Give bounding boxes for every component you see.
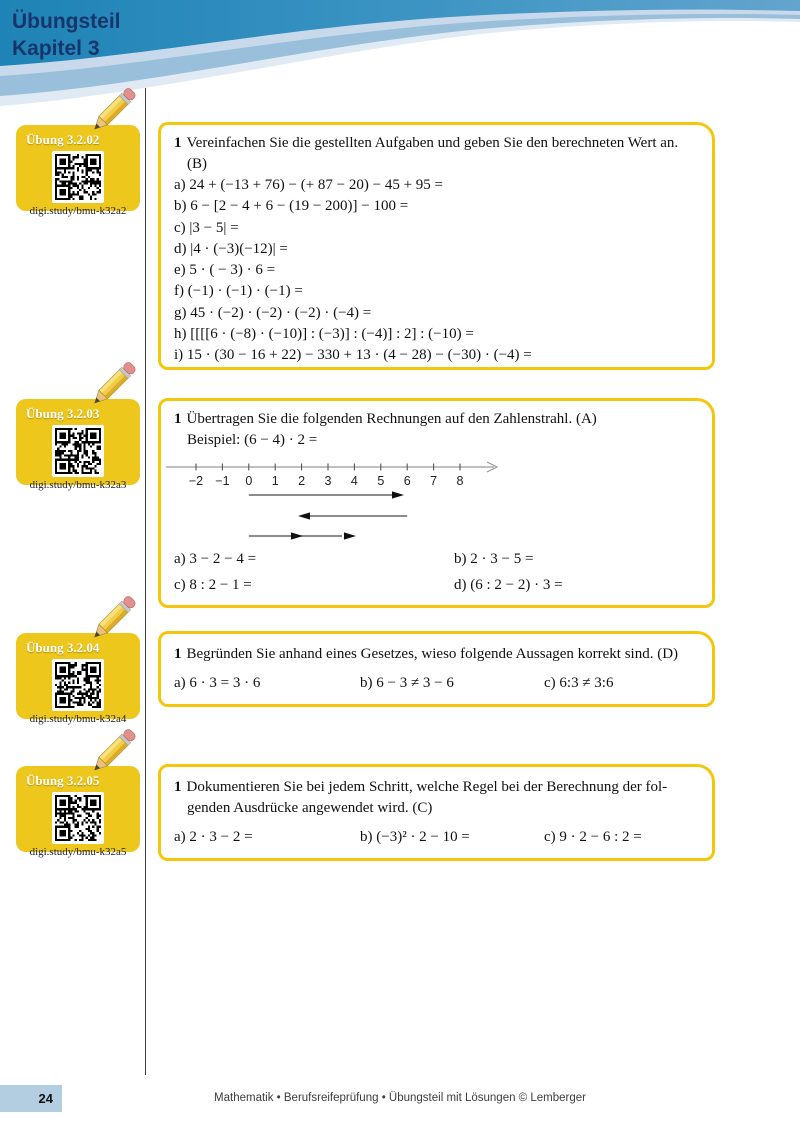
qr-card-3-2-04: [16, 633, 140, 725]
footer-credit: Mathematik • Berufsreifeprüfung • Übungsteil mit Lösungen © Lemberger: [214, 1092, 586, 1104]
qr-code: [52, 151, 104, 203]
exercise-item: c) 6:3 ≠ 3:6: [544, 675, 614, 691]
qr-card-3-2-03: [16, 399, 140, 491]
exercise-items: [174, 673, 700, 694]
exercise-items: [174, 827, 700, 848]
exercise-item: g) 45 · (−2) · (−2) · (−2) · (−4) =: [174, 304, 372, 321]
page-number: 24: [38, 1091, 53, 1106]
qr-url-label: digi.study/bmu-k32a2: [29, 205, 127, 217]
tick-label: 3: [324, 474, 332, 488]
qr-card-3-2-05: [16, 766, 140, 858]
exercise-item: b) 2 · 3 − 5 =: [454, 551, 534, 567]
competency-tag: (B): [187, 156, 207, 172]
exercise-item: c) 8 : 2 − 1 =: [174, 577, 252, 593]
example-arrow-plus-6: [249, 491, 404, 498]
exercise-prompt: 1 Begründen Sie anhand eines Gesetzes, wieso folgende Aussagen korrekt sind. (D): [174, 646, 679, 662]
qr-code: [52, 659, 104, 711]
qr-card-3-2-02: [16, 125, 140, 217]
exercise-code-label: Übung 3.2.04: [26, 640, 100, 655]
exercise-number: 1: [174, 646, 182, 662]
exercise-item: b) (−3)² · 2 − 10 =: [360, 829, 470, 845]
exercise-item: b) 6 − [2 − 4 + 6 − (19 − 200)] − 100 =: [174, 198, 409, 215]
page-title-line2: Kapitel 3: [12, 37, 100, 60]
example-label: Beispiel: (6 − 4) · 2 =: [187, 432, 318, 448]
tick-label: 2: [298, 474, 306, 488]
exercise-item: b) 6 − 3 ≠ 3 − 6: [360, 675, 454, 691]
exercise-item: a) 3 − 2 − 4 =: [174, 551, 257, 567]
example-arrow-times-2: [249, 532, 356, 539]
column-divider: [145, 88, 146, 1075]
exercise-code-label: Übung 3.2.05: [26, 773, 100, 788]
exercise-code-label: Übung 3.2.03: [26, 406, 100, 421]
tick-label: 8: [456, 474, 464, 488]
tick-label: 7: [430, 474, 438, 488]
exercise-item: h) [[[[6 · (−8) · (−10)] : (−3)] : (−4)] : 2] : (−10) =: [174, 326, 474, 343]
tick-label: 6: [403, 474, 411, 488]
exercise-item: f) (−1) · (−1) · (−1) =: [174, 283, 303, 300]
exercise-item: i) 15 · (30 − 16 + 22) − 330 + 13 · (4 − 28) − (−30) · (−4) =: [174, 347, 532, 364]
exercise-prompt: 1 Dokumentieren Sie bei jedem Schritt, welche Regel bei der Berechnung der fol-: [174, 779, 668, 795]
exercise-box-3-2-03: [158, 398, 715, 608]
qr-code: [52, 425, 104, 477]
qr-url-label: digi.study/bmu-k32a3: [29, 479, 127, 491]
example-arrow-minus-4: [298, 512, 407, 519]
tick-label: 5: [377, 474, 385, 488]
exercise-prompt: 1 Vereinfachen Sie die gestellten Aufgaben und geben Sie den berechneten Wert an.: [174, 135, 679, 151]
tick-label: 1: [271, 474, 279, 488]
exercise-prompt-continued: genden Ausdrücke angewendet wird. (C): [187, 800, 433, 816]
exercise-item: d) (6 : 2 − 2) · 3 =: [454, 577, 563, 593]
exercise-item: a) 24 + (−13 + 76) − (+ 87 − 20) − 45 + 95 =: [174, 177, 444, 193]
exercise-box-3-2-02: [158, 122, 715, 370]
tick-label: 0: [245, 474, 253, 488]
page-title: [12, 8, 121, 62]
number-line-figure: [166, 455, 514, 543]
exercise-item: d) |4 · (−3)(−12)| =: [174, 240, 288, 257]
exercise-item: a) 2 · 3 − 2 =: [174, 829, 253, 845]
exercise-items: [174, 175, 700, 367]
exercise-items: [174, 549, 700, 596]
exercise-item: a) 6 · 3 = 3 · 6: [174, 675, 261, 691]
qr-url-label: digi.study/bmu-k32a5: [29, 846, 127, 858]
tick-label: −1: [215, 474, 230, 488]
exercise-code-label: Übung 3.2.02: [26, 132, 100, 147]
number-line-axis: [166, 462, 497, 472]
exercise-item: c) |3 − 5| =: [174, 219, 239, 236]
qr-url-label: digi.study/bmu-k32a4: [29, 713, 127, 725]
exercise-item: c) 9 · 2 − 6 : 2 =: [544, 829, 642, 845]
number-line-labels: [189, 474, 464, 488]
exercise-box-3-2-05: [158, 764, 715, 861]
exercise-number: 1: [174, 135, 182, 151]
exercise-box-3-2-04: [158, 631, 715, 707]
page-title-line1: Übungsteil: [12, 10, 121, 33]
qr-code: [52, 792, 104, 844]
exercise-item: e) 5 · ( − 3) · 6 =: [174, 262, 276, 279]
tick-label: −2: [188, 474, 204, 488]
exercise-number: 1: [174, 411, 182, 427]
exercise-prompt: 1 Übertragen Sie die folgenden Rechnungen auf den Zahlenstrahl. (A): [174, 411, 597, 427]
tick-label: 4: [350, 474, 358, 488]
exercise-number: 1: [174, 779, 182, 795]
